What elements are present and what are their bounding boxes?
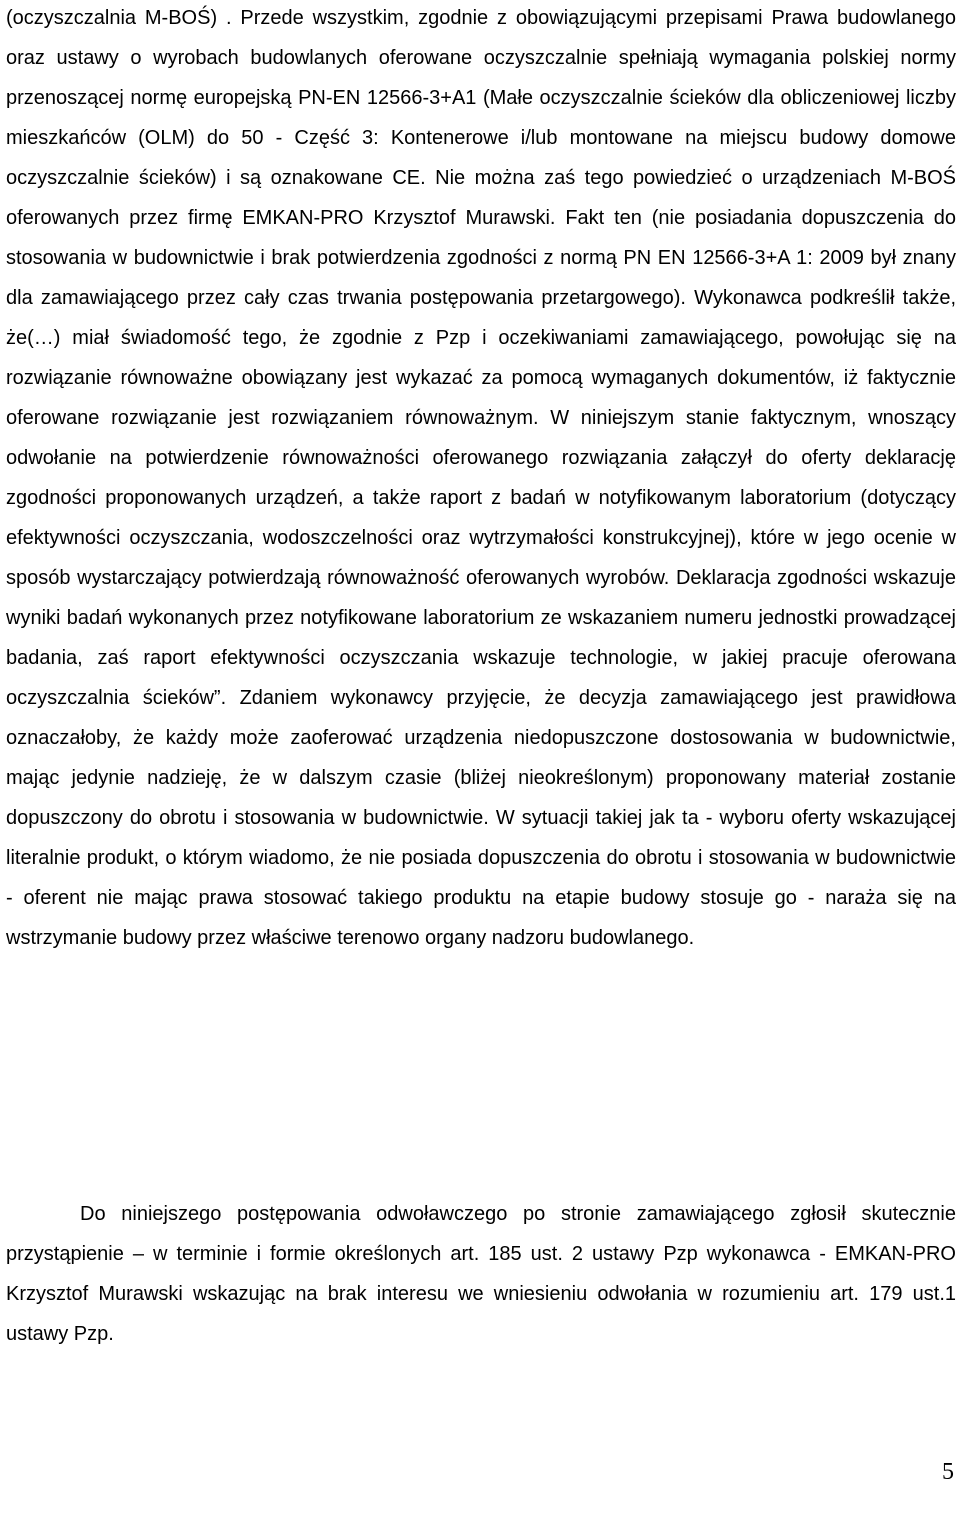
body-paragraph-2: Do niniejszego postępowania odwoławczego po stronie zamawiającego zgłosił skutecznie przystąpienie – w terminie i formie określonych art. 185 ust. 2 ustawy Pzp wykonawca - EMKAN-PRO Krzysztof Murawski wskazując na brak interesu we wniesieniu odwołania w rozumieniu art. 179 ust.1 ustawy Pzp.	[6, 1203, 956, 1345]
body-paragraph-1: (oczyszczalnia M-BOŚ) . Przede wszystkim, zgodnie z obowiązującymi przepisami Prawa budowlanego oraz ustawy o wyrobach budowlanych oferowane oczyszczalnie spełniają wymagania polskiej normy przenoszącej normę europejską PN-EN 12566-3+A1 (Małe oczyszczalnie ścieków dla obliczeniowej liczby mieszkańców (OLM) do 50 - Część 3: Kontenerowe i/lub montowane na miejscu budowy domowe oczyszczalnie ścieków) i są oznakowane CE. Nie można zaś tego powiedzieć o urządzeniach M-BOŚ oferowanych przez firmę EMKAN-PRO Krzysztof Murawski. Fakt ten (nie posiadania dopuszczenia do stosowania w budownictwie i brak potwierdzenia zgodności z normą PN EN 12566-3+A 1: 2009 był znany dla zamawiającego przez cały czas trwania postępowania przetargowego). Wykonawca podkreślił także, że(…) miał świadomość tego, że zgodnie z Pzp i oczekiwaniami zamawiającego, powołując się na rozwiązanie równoważne obowiązany jest wykazać za pomocą wymaganych dokumentów, iż faktycznie oferowane rozwiązanie jest rozwiązaniem równoważnym. W niniejszym stanie faktycznym, wnoszący odwołanie na potwierdzenie równoważności oferowanego rozwiązania załączył do oferty deklarację zgodności proponowanych urządzeń, a także raport z badań w notyfikowanym laboratorium (dotyczący efektywności oczyszczania, wodoszczelności oraz wytrzymałości konstrukcyjnej), które w jego ocenie w sposób wystarczający potwierdzają równoważność oferowanych wyrobów. Deklaracja zgodności wskazuje wyniki badań wykonanych przez notyfikowane laboratorium ze wskazaniem numeru jednostki prowadzącej badania, zaś raport efektywności oczyszczania wskazuje technologie, w jakiej pracuje oferowana oczyszczalnia ścieków”. Zdaniem wykonawcy przyjęcie, że decyzja zamawiającego jest prawidłowa oznaczałoby, że każdy może zaoferować urządzenia niedopuszczone dostosowania w budownictwie, mając jedynie nadzieję, że w dalszym czasie (bliżej nieokreślonym) proponowany materiał zostanie dopuszczony do obrotu i stosowania w budownictwie. W sytuacji takiej jak ta - wyboru oferty wskazującej literalnie produkt, o którym wiadomo, że nie posiada dopuszczenia do obrotu i stosowania w budownictwie - oferent nie mając prawa stosować takiego produktu na etapie budowy stosuje go - naraża się na wstrzymanie budowy przez właściwe terenowo organy nadzoru budowlanego.	[6, 7, 956, 949]
page-number: 5	[942, 1459, 954, 1485]
